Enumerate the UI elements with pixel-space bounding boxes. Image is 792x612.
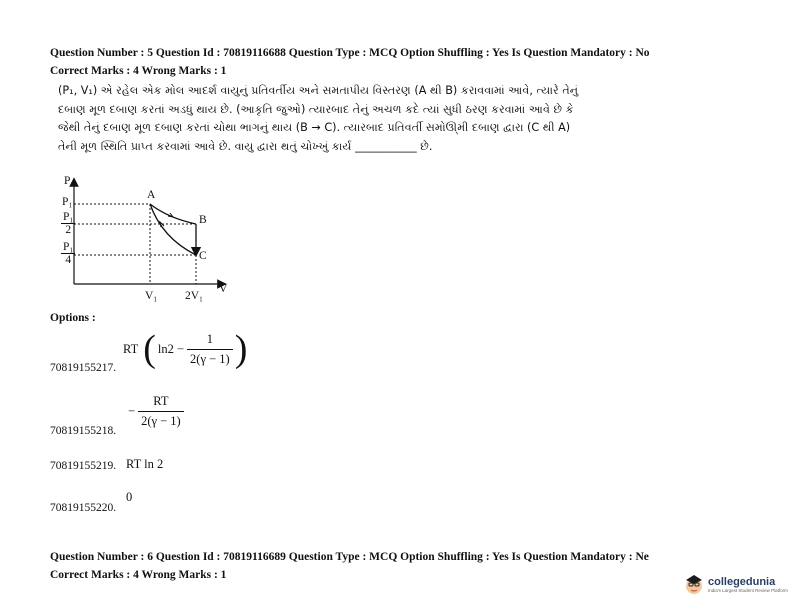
option-1-id[interactable]: 70819155217.	[50, 362, 117, 374]
p1-quarter-numerator: P₁	[63, 241, 74, 253]
student-avatar-icon	[683, 572, 705, 596]
option-2-expression	[128, 394, 184, 429]
p1-half-numerator: P₁	[63, 211, 74, 223]
question-5-header: Question Number : 5 Question Id : 70819116688 Question Type : MCQ Option Shuffling : Yes Is Question Mandatory : No	[50, 47, 650, 59]
option-2-fraction	[138, 394, 184, 429]
point-c-label: C	[199, 250, 207, 262]
adiabatic-ca	[150, 204, 196, 255]
option-1-rt: RT	[123, 341, 139, 356]
option-2-numerator: RT	[153, 394, 169, 408]
left-paren: (	[143, 328, 156, 370]
v1-label: V₁	[145, 290, 158, 302]
option-1-expression	[123, 330, 247, 368]
p1-half-denominator: 2	[65, 224, 72, 236]
option-3-expression: RT ln 2	[126, 457, 164, 471]
options-label: Options :	[50, 312, 96, 324]
logo-name: collegedunia	[708, 575, 776, 588]
p1-label: P₁	[62, 196, 73, 208]
question-5-marks: Correct Marks : 4 Wrong Marks : 1	[50, 65, 227, 77]
question-text	[58, 82, 578, 156]
option-2-minus: −	[128, 404, 136, 418]
option-4-id[interactable]: 70819155220.	[50, 502, 117, 514]
option-1-numerator: 1	[206, 331, 213, 346]
axis-p-label: P	[64, 175, 71, 187]
question-text-line: (P₁, V₁) એ રહેલ એક મોલ આદર્શ વાયુનું પ્રતિવર્તીય અને સમતાપીય વિસ્તરણ (A થી B) કરાવવામાં આવે, ત્યારે તેનું	[58, 84, 579, 97]
option-1-fraction	[187, 332, 233, 367]
option-3-id[interactable]: 70819155219.	[50, 460, 117, 472]
logo-tagline: India's Largest Student Review Platform	[708, 587, 788, 593]
point-b-label: B	[199, 214, 207, 226]
p1-quarter-label	[61, 241, 75, 266]
point-a-label: A	[147, 189, 156, 201]
right-paren: )	[234, 328, 248, 370]
option-2-id[interactable]: 70819155218.	[50, 425, 117, 437]
option-1-denominator: 2(γ − 1)	[187, 349, 233, 367]
question-6-marks: Correct Marks : 4 Wrong Marks : 1	[50, 569, 227, 581]
isothermal-ab	[150, 204, 196, 224]
2v1-label: 2V₁	[185, 290, 204, 302]
p1-quarter-denominator: 4	[65, 254, 72, 266]
question-text-line: દબાણ મૂળ દબાણ કરતાં અડધું થાય છે. (આકૃતિ જુઓ) ત્યારબાદ તેનું અચળ કદે ત્યાં સુધી ઠરણ કરવામાં આવે છે કે	[58, 102, 574, 116]
question-6-header: Question Number : 6 Question Id : 70819116689 Question Type : MCQ Option Shuffling : Yes Is Question Mandatory : Ne	[50, 551, 649, 563]
axis-v-label: V	[219, 283, 228, 295]
option-4-expression: 0	[126, 490, 133, 504]
option-2-denominator: 2(γ − 1)	[138, 411, 184, 429]
option-1-ln: ln2 −	[157, 341, 185, 356]
question-text-line: જેથી તેનું દબાણ મૂળ દબાણ કરતાં ચોથા ભાગનું થાય (B → C). ત્યારબાદ પ્રતિવર્તી સમોઊ્મી દબાણ દ્વારા (C થી A)	[58, 121, 571, 134]
question-text-line: તેની મૂળ સ્થિતિ પ્રાપ્ત કરવામાં આવે છે. વાયુ દ્વારા થતું ચોખ્ખું કાર્ય ___________ છે.	[58, 139, 433, 153]
p1-half-label	[61, 211, 75, 236]
collegedunia-logo	[683, 564, 792, 604]
